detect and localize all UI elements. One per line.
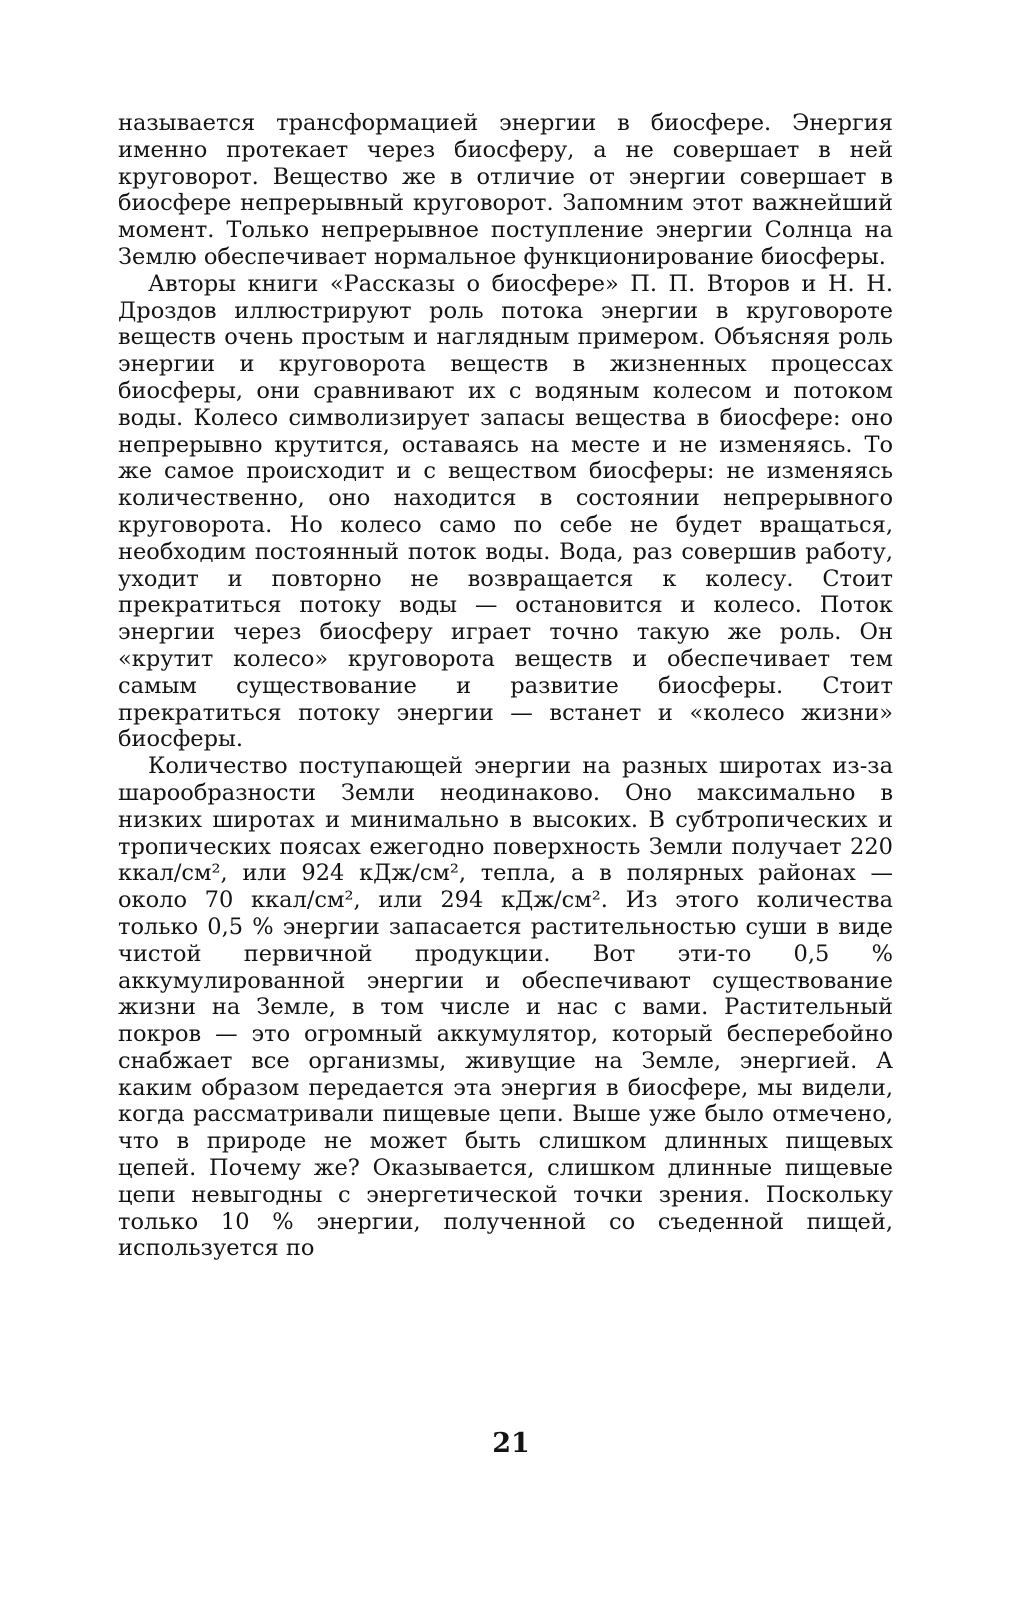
page-body bbox=[118, 110, 893, 1262]
page-number: 21 bbox=[492, 1428, 530, 1459]
paragraph-2: Авторы книги «Рассказы о биосфере» П. П. Второв и Н. Н. Дроздов иллюстрируют роль потока энергии в круговороте веществ очень простым и наглядным примером. Объясняя роль энергии и круговорота веществ в жизненных процессах биосферы, они сравнивают их с водяным колесом и потоком воды. Колесо символизирует запасы вещества в биосфере: оно непрерывно крутится, оставаясь на месте и не изменяясь. То же самое происходит и с веществом биосферы: не изменяясь количественно, оно находится в состоянии непрерывного круговорота. Но колесо само по себе не будет вращаться, необходим постоянный поток воды. Вода, раз совершив работу, уходит и повторно не возвращается к колесу. Стоит прекратиться потоку воды — остановится и колесо. Поток энергии через биосферу играет точно такую же роль. Он «крутит колесо» круговорота веществ и обеспечивает тем самым существование и развитие биосферы. Стоит прекратиться потоку энергии — встанет и «колесо жизни» биосферы. bbox=[118, 270, 893, 753]
paragraph-3: Количество поступающей энергии на разных широтах из-за шарообразности Земли неодинаково. Оно максимально в низких широтах и минимально в высоких. В субтропических и тропических поясах ежегодно поверхность Земли получает 220 ккал/см², или 924 кДж/см², тепла, а в полярных районах — около 70 ккал/см², или 294 кДж/см². Из этого количества только 0,5 % энергии запасается растительностью суши в виде чистой первичной продукции. Вот эти-то 0,5 % аккумулированной энергии и обеспечивают существование жизни на Земле, в том числе и нас с вами. Растительный покров — это огромный аккумулятор, который бесперебойно снабжает все организмы, живущие на Земле, энергией. А каким образом передается эта энергия в биосфере, мы видели, когда рассматривали пищевые цепи. Выше уже было отмечено, что в природе не может быть слишком длинных пищевых цепей. Почему же? Оказывается, слишком длинные пищевые цепи невыгодны с энергетической точки зрения. Поскольку только 10 % энергии, полученной со съеденной пищей, используется по bbox=[118, 753, 893, 1262]
paragraph-1: называется трансформацией энергии в биосфере. Энергия именно протекает через биосферу, а не совершает в ней круговорот. Вещество же в отличие от энергии совершает в биосфере непрерывный круговорот. Запомним этот важнейший момент. Только непрерывное поступление энергии Солнца на Землю обеспечивает нормальное функционирование биосферы. bbox=[118, 110, 893, 270]
